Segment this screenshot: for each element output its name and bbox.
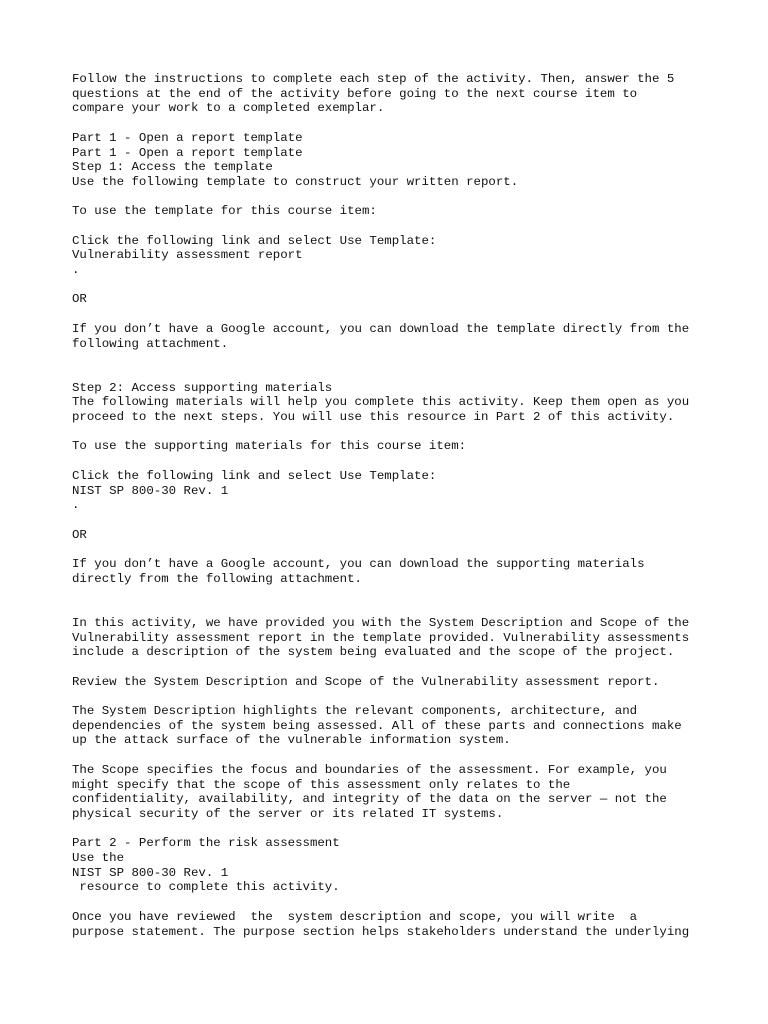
text-line: To use the template for this course item: [72, 204, 377, 219]
paragraph [72, 469, 712, 513]
document-body [72, 72, 712, 954]
paragraph [72, 704, 712, 748]
text-line: If you don’t have a Google account, you can download the supporting materials [72, 557, 645, 572]
paragraph [72, 910, 712, 939]
text-line: Step 1: Access the template [72, 160, 273, 175]
text-line: To use the supporting materials for this course item: [72, 439, 467, 454]
text-line: Step 2: Access supporting materials [72, 380, 333, 395]
text-line: proceed to the next steps. You will use this resource in Part 2 of this activity. [72, 410, 675, 425]
text-line: OR [72, 292, 87, 307]
text-line: confidentiality, availability, and integrity of the data on the server — not the [72, 792, 667, 807]
paragraph [72, 381, 712, 425]
text-line: . [72, 498, 80, 513]
blank-line [72, 366, 712, 381]
text-line: Part 2 - Perform the risk assessment [72, 836, 340, 851]
text-line: If you don’t have a Google account, you can download the template directly from the [72, 321, 690, 336]
text-line: NIST SP 800-30 Rev. 1 [72, 865, 229, 880]
paragraph [72, 322, 712, 351]
text-line: questions at the end of the activity before going to the next course item to [72, 86, 638, 101]
paragraph [72, 72, 712, 116]
text-line: Click the following link and select Use Template: [72, 468, 437, 483]
text-line: following attachment. [72, 336, 229, 351]
paragraph [72, 557, 712, 586]
text-line: directly from the following attachment. [72, 571, 362, 586]
text-line: Part 1 - Open a report template [72, 145, 303, 160]
paragraph [72, 204, 712, 219]
paragraph [72, 616, 712, 660]
text-line: physical security of the server or its related IT systems. [72, 806, 504, 821]
text-line: Follow the instructions to complete each step of the activity. Then, answer the 5 [72, 72, 675, 86]
text-line: compare your work to a completed exemplar. [72, 101, 385, 116]
text-line: The System Description highlights the relevant components, architecture, and [72, 704, 638, 718]
text-line: NIST SP 800-30 Rev. 1 [72, 483, 229, 498]
text-line: include a description of the system being evaluated and the scope of the project. [72, 645, 675, 660]
text-line: purpose statement. The purpose section helps stakeholders understand the underlying [72, 924, 690, 939]
text-line: In this activity, we have provided you with the System Description and Scope of the [72, 615, 690, 630]
paragraph [72, 292, 712, 307]
paragraph [72, 763, 712, 822]
text-line: Review the System Description and Scope of the Vulnerability assessment report. [72, 674, 660, 689]
text-line: Click the following link and select Use Template: [72, 233, 437, 248]
text-line: up the attack surface of the vulnerable information system. [72, 733, 511, 748]
text-line: Once you have reviewed the system description and scope, you will write a [72, 909, 638, 924]
text-line: Use the [72, 851, 125, 865]
text-line: The following materials will help you complete this activity. Keep them open as you [72, 395, 690, 410]
paragraph [72, 234, 712, 278]
blank-line [72, 601, 712, 616]
text-line: resource to complete this activity. [72, 880, 340, 895]
text-line: might specify that the scope of this assessment only relates to the [72, 777, 571, 792]
paragraph [72, 131, 712, 190]
paragraph [72, 528, 712, 543]
paragraph [72, 439, 712, 454]
text-line: Vulnerability assessment report in the template provided. Vulnerability assessments [72, 630, 690, 645]
text-line: Use the following template to construct your written report. [72, 174, 519, 189]
text-line: The Scope specifies the focus and boundaries of the assessment. For example, you [72, 762, 667, 777]
paragraph [72, 836, 712, 895]
paragraph [72, 675, 712, 690]
text-line: dependencies of the system being assessed. All of these parts and connections make [72, 718, 682, 733]
text-line: Vulnerability assessment report [72, 248, 303, 263]
text-line: Part 1 - Open a report template [72, 130, 303, 145]
text-line: OR [72, 527, 87, 542]
text-line: . [72, 263, 80, 278]
